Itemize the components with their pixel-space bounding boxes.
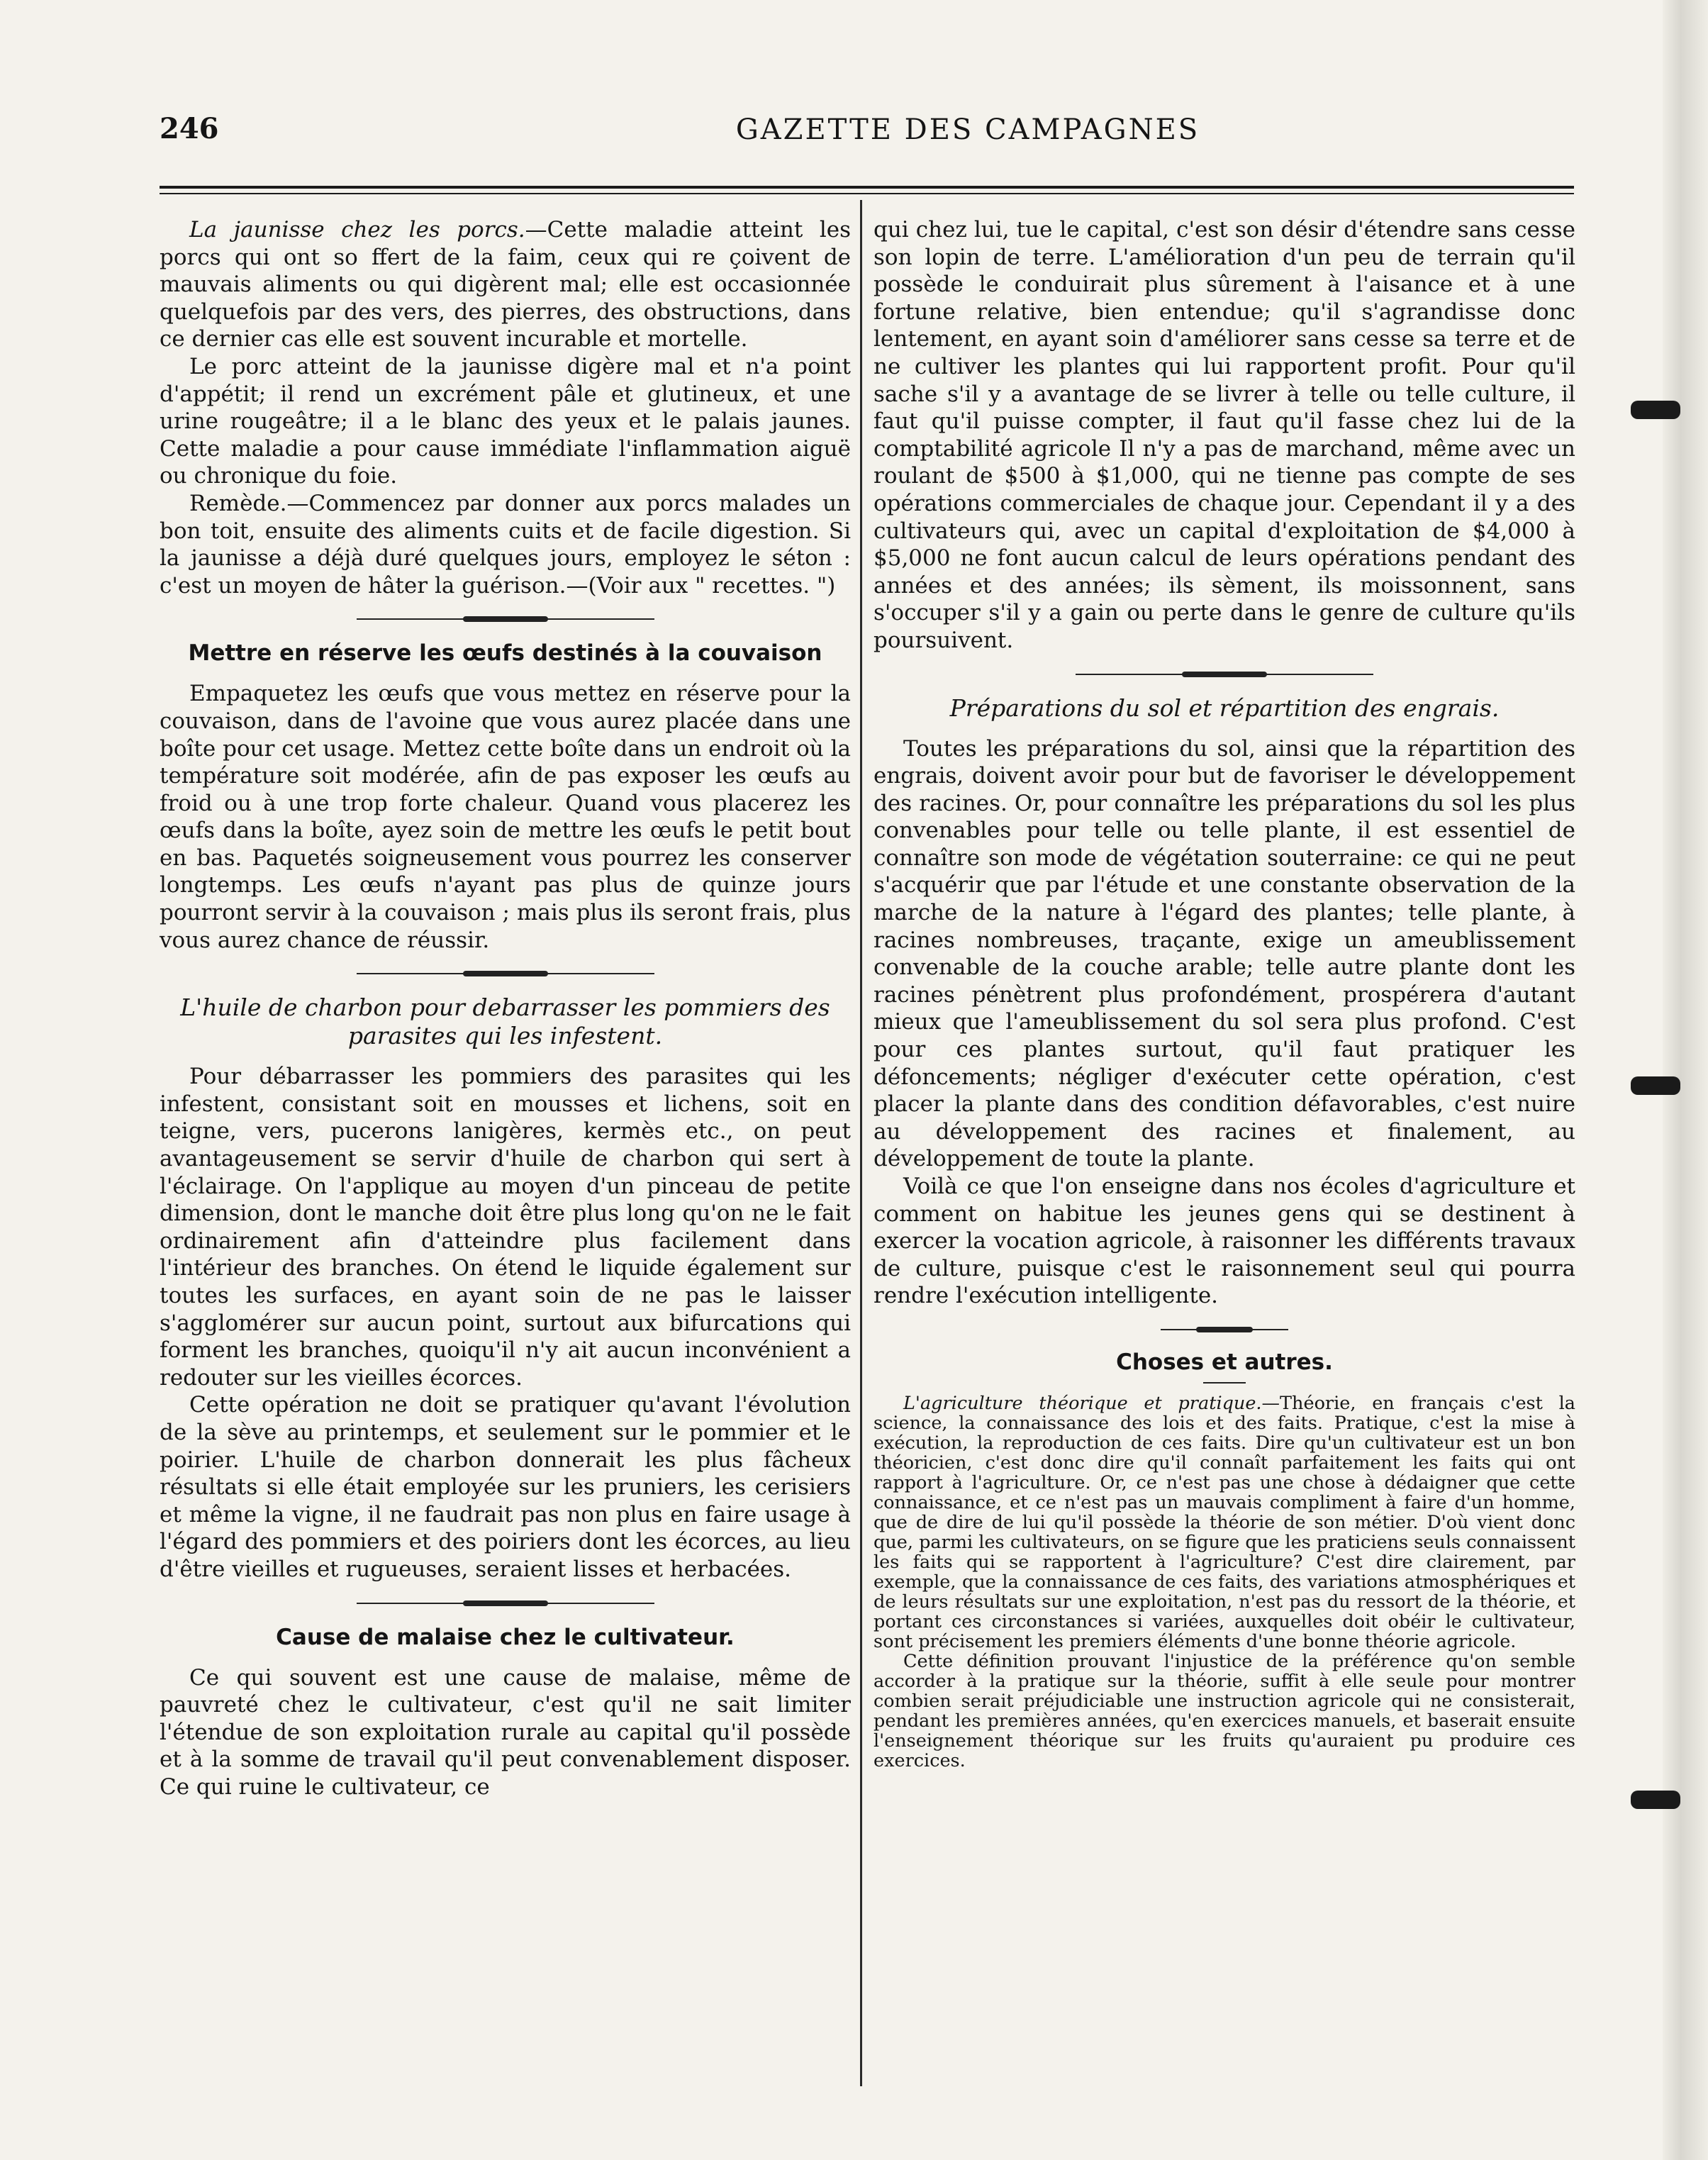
left-column — [160, 216, 851, 1801]
section-ornament — [1076, 670, 1373, 679]
article-preparations — [873, 694, 1575, 1310]
article-choses — [873, 1349, 1575, 1771]
article-choses-title: Choses et autres. — [1116, 1349, 1333, 1375]
binding-hole — [1631, 401, 1680, 419]
article-preparations-para2: Voilà ce que l'on enseigne dans nos écoles d'agriculture et comment on habitue les jeunes gens qui se destinent à exercer la vocation agricole, à raisonner les différents travaux de culture, puisque c'est le raisonnement seul qui pourra rendre l'exécution intelligente. — [873, 1174, 1575, 1309]
article-oeufs-text: Empaquetez les œufs que vous mettez en réserve pour la couvaison, dans de l'avoine que vous aurez placée dans une boîte pour cet usage. Mettez cette boîte dans un endroit où la température soit modérée, afin de pas exposer les œufs au froid ou à une trop forte chaleur. Quand vous placerez les œufs dans la boîte, ayez soin de mettre les œufs le petit bout en bas. Paquetés soigneusement vous pourrez les conserver longtemps. Les œufs n'ayant pas plus de quinze jours pourront servir à la couvaison ; mais plus ils seront frais, plus vous aurez chance de réussir. — [160, 681, 851, 953]
article-huile-title: L'huile de charbon pour debarrasser les pommiers des parasites qui les infestent. — [180, 993, 830, 1050]
section-ornament — [1161, 1325, 1288, 1334]
article-oeufs — [160, 639, 851, 954]
binding-hole — [1631, 1791, 1680, 1809]
journal-title: GAZETTE DES CAMPAGNES — [735, 113, 1200, 146]
article-huile-para2: Cette opération ne doit se pratiquer qu'avant l'évolution de la sève au printemps, et seulement sur le pommier et le poirier. L'huile de charbon donnerait les plus fâcheux résultats si elle était employée sur les pruniers, les cerisiers et même la vigne, il ne faudrait pas non plus en faire usage à l'égard des pommiers et des poiriers dont les écorces, au lieu d'être vieilles et rugueuses, seraient lisses et herbacées. — [160, 1392, 851, 1582]
article-oeufs-title: Mettre en réserve les œufs destinés à la couvaison — [188, 640, 822, 667]
article-jaunisse-para1: La jaunisse chez les porcs.—Cette maladie atteint les porcs qui ont so ffert de la faim, ceux qui re çoivent de mauvais aliments ou qui digèrent mal; elle est occasionnée quelquefois par des vers, des pierres, des obstructions, dans ce dernier cas elle est souvent incurable et mortelle. — [160, 217, 852, 352]
header-rule — [160, 186, 1574, 189]
article-jaunisse-para2: Le porc atteint de la jaunisse digère mal et n'a point d'appétit; il rend un excrément pâle et glutineux, et une urine rougeâtre; il a le blanc des yeux et le palais jaunes. Cette maladie a pour cause immédiate l'inflammation aiguë ou chronique du foie. — [160, 353, 852, 489]
article-jaunisse-remede: Remède.—Commencez par donner aux porcs malades un bon toit, ensuite des aliments cuits et de facile digestion. Si la jaunisse a déjà duré quelques jours, employez le séton : c'est un moyen de hâter la guérison.—(Voir aux " recettes. ") — [160, 490, 851, 599]
article-malaise-continuation: qui chez lui, tue le capital, c'est son désir d'étendre sans cesse son lopin de terre. L'amélioration d'un peu de terrain qu'il possède le conduirait plus sûrement à l'aisance et à une fortune relative, bien entendue; qu'il s'agrandisse donc lentement, en ayant soin d'améliorer sans cesse sa terre et de ne cultiver les plantes qui lui rapportent profit. Pour qu'il sache s'il y a avantage de se livrer à telle ou telle culture, il faut qu'il puisse compter, il faut qu'il fasse chez lui de la comptabilité agricole Il n'y a pas de marchand, même avec un roulant de $500 à $1,000, qui ne tienne pas compte de ses opérations commerciales de chaque jour. Cependant il y a des cultivateurs qui, avec un capital d'exploitation de $4,000 à $5,000 ne font aucun calcul de leurs opérations pendant des années et des années; ils sèment, ils moissonnent, sans s'occuper s'il y a gain ou perte dans le genre de culture qu'ils poursuivent. — [873, 217, 1575, 653]
article-huile-para1: Pour débarrasser les pommiers des parasites qui les infestent, consistant soit en mousses et lichens, soit en teigne, vers, pucerons lanigères, kermès etc., on peut avantageusement se servir d'huile de charbon qui sert à l'éclairage. On l'applique au moyen d'un pinceau de petite dimension, dont le manche doit être plus long qu'on ne le fait ordinairement afin d'atteindre plus facilement dans l'intérieur des branches. On étend le liquide également sur toutes les surfaces, en ayant soin de ne pas le laisser s'agglomérer sur aucun point, surtout aux bifurcations qui forment les branches, quoiqu'il n'y ait aucun inconvénient a redouter sur les vieilles écorces. — [160, 1064, 851, 1391]
article-malaise-title: Cause de malaise chez le cultivateur. — [276, 1624, 735, 1650]
page-number: 246 — [160, 112, 219, 145]
article-choses-lead: L'agriculture théorique et pratique. — [903, 1392, 1262, 1414]
header-rule-thin — [160, 193, 1574, 194]
article-jaunisse — [160, 216, 851, 599]
article-jaunisse-title: La jaunisse chez les porcs. — [189, 217, 525, 243]
section-ornament — [357, 615, 654, 623]
article-preparations-title: Préparations du sol et répartition des engrais. — [949, 694, 1500, 722]
section-ornament — [357, 969, 654, 978]
article-malaise — [160, 1623, 851, 1801]
article-huile — [160, 993, 851, 1583]
section-ornament — [357, 1599, 654, 1608]
page-header — [160, 112, 1578, 162]
binding-hole — [1631, 1076, 1680, 1095]
column-divider — [860, 200, 862, 2086]
article-choses-para2: Cette définition prouvant l'injustice de la préférence qu'on semble accorder à la pratique sur la théorie, suffit à elle seule pour montrer combien serait préjudiciable une instruction agricole qui ne consisterait, pendant les premières années, qu'en exercices manuels, et baserait ensuite l'enseignement théorique sur les fruits qu'auraient pu produire ces exercices. — [873, 1650, 1575, 1771]
article-choses-para1: L'agriculture théorique et pratique.—Théorie, en français c'est la science, la connaissance des lois et des faits. Pratique, c'est la mise à exécution, la reproduction de ces faits. Dire qu'un cultivateur est un bon théoricien, c'est donc dire qu'il connaît parfaitement les faits qui ont rapport à l'agriculture. Or, ce n'est pas une chose à dédaigner que cette connaissance, et ce n'est pas un mauvais compliment à faire d'un homme, que de dire de lui qu'il possède la théorie de son métier. D'où vient donc que, parmi les cultivateurs, on se figure que les praticiens seuls connaissent les faits qui se rapportent à l'agriculture? C'est dire clairement, par exemple, que la connaissance de ces faits, des variations atmosphériques et de leurs résultats sur une exploitation, n'est pas du ressort de la théorie, et portant ces circonstances si variées, auxquelles doit obéir le cultivateur, sont précisement les premiers éléments d'une bonne théorie agricole. — [873, 1392, 1575, 1652]
article-preparations-para1: Toutes les préparations du sol, ainsi que la répartition des engrais, doivent avoir pour but de favoriser le développement des racines. Or, pour connaître les préparations du sol les plus convenables pour telle ou telle plante, il est essentiel de connaître son mode de végétation souterraine: ce qui ne peut s'acquérir que par l'étude et une constante observation de la marche de la nature à l'égard des plantes; telle plante, à racines nombreuses, traçante, exige un ameublissement convenable de la couche arable; telle autre plante dont les racines pénètrent plus profondément, prospérera d'autant mieux que l'ameublissement du sol sera plus profond. C'est pour ces plantes surtout, qu'il faut pratiquer les défoncements; négliger d'exécuter cette opération, c'est placer la plante dans des condition défavorables, c'est nuire au développement des racines et finalement, au développement de toute la plante. — [873, 735, 1575, 1172]
title-rule — [1203, 1382, 1246, 1384]
right-column — [873, 216, 1575, 1771]
article-malaise-text: Ce qui souvent est une cause de malaise, même de pauvreté chez le cultivateur, c'est qu'il ne sait limiter l'étendue de son exploitation rurale au capital qu'il possède et à la somme de travail qu'il peut convenablement disposer. Ce qui ruine le cultivateur, ce — [160, 1664, 851, 1800]
